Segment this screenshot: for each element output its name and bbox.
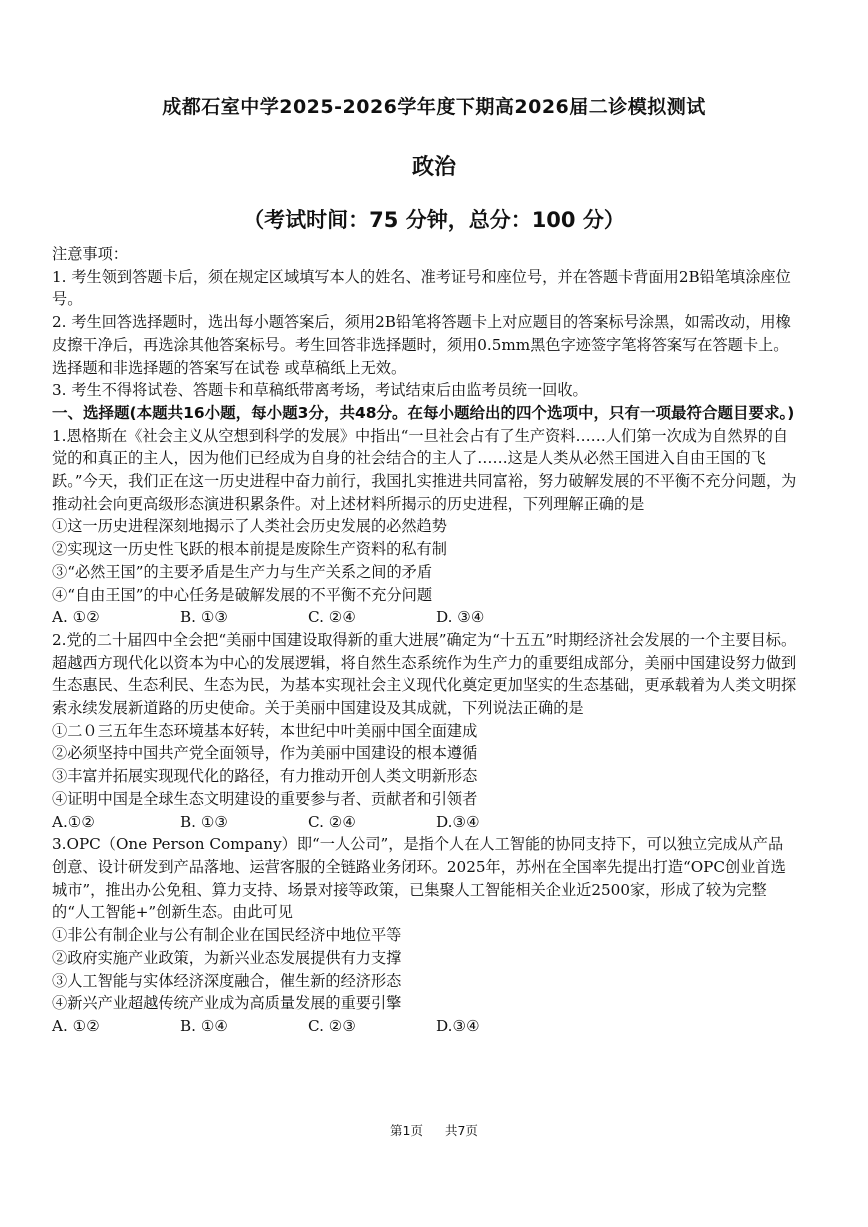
statement: ①这一历史进程深刻地揭示了人类社会历史发展的必然趋势 bbox=[52, 517, 447, 536]
statement: ②政府实施产业政策，为新兴业态发展提供有力支撑 bbox=[52, 948, 402, 967]
statement: ①二０三五年生态环境基本好转，本世纪中叶美丽中国全面建成 bbox=[52, 721, 478, 740]
statement: ③“必然王国”的主要矛盾是生产力与生产关系之间的矛盾 bbox=[52, 562, 433, 581]
exam-info: （考试时间：75 分钟，总分：100 分） bbox=[243, 208, 625, 232]
section-heading: 一、选择题(本题共16小题，每小题3分，共48分。在每小题给出的四个选项中，只有一项最符合题目要求。) bbox=[52, 403, 795, 422]
option-c: C. ②③ bbox=[308, 1016, 356, 1035]
page-total: 共7页 bbox=[444, 1123, 478, 1138]
subject-title: 政治 bbox=[411, 155, 456, 180]
statement: ①非公有制企业与公有制企业在国民经济中地位平等 bbox=[52, 926, 402, 945]
question-1 bbox=[52, 425, 798, 629]
question-stem: 2.党的二十届四中全会把“美丽中国建设取得新的重大进展”确定为“十五五”时期经济社会发展的一个主要目标。超越西方现代化以资本为中心的发展逻辑，将自然生态系统作为生产力的重要组成部分，美丽中国建设努力做到生态惠民、生态利民、生态为民，为基本实现社会主义现代化奠定更加坚实的生态基础，更承载着为人类文明探索永续发展新道路的历史使命。关于美丽中国建设及其成就，下列说法正确的是 bbox=[52, 630, 797, 718]
note-item-1: 1. 考生领到答题卡后，须在规定区域填写本人的姓名、准考证号和座位号，并在答题卡背面用2B铅笔填涂座位号。 bbox=[52, 267, 791, 309]
answer-options bbox=[52, 811, 798, 834]
option-a: A. ①② bbox=[52, 1016, 100, 1035]
statement: ③人工智能与实体经济深度融合，催生新的经济形态 bbox=[52, 971, 402, 990]
note-item-2: 2. 考生回答选择题时，选出每小题答案后，须用2B铅笔将答题卡上对应题目的答案标号涂黑，如需改动，用橡皮擦干净后，再选涂其他答案标号。考生回答非选择题时，须用0.5mm黑色字迹签字笔将答案写在答题卡上。选择题和非选择题的答案写在试卷 或草稿纸上无效。 bbox=[52, 313, 791, 377]
answer-options bbox=[52, 606, 798, 629]
page-number: 第1页 bbox=[390, 1123, 423, 1138]
answer-options bbox=[52, 1015, 798, 1038]
page-footer bbox=[0, 1121, 868, 1139]
exam-content bbox=[52, 243, 798, 1038]
statement: ④证明中国是全球生态文明建设的重要参与者、贡献者和引领者 bbox=[52, 789, 478, 808]
statement: ④新兴产业超越传统产业成为高质量发展的重要引擎 bbox=[52, 994, 402, 1013]
school-title: 成都石室中学2025-2026学年度下期高2026届二诊模拟测试 bbox=[162, 96, 706, 118]
option-d: D.③④ bbox=[436, 812, 480, 831]
statement: ④“自由王国”的中心任务是破解发展的不平衡不充分问题 bbox=[52, 585, 433, 604]
option-d: D. ③④ bbox=[436, 608, 485, 627]
option-b: B. ①③ bbox=[180, 812, 229, 831]
option-c: C. ②④ bbox=[308, 812, 356, 831]
option-d: D.③④ bbox=[436, 1016, 480, 1035]
option-a: A. ①② bbox=[52, 608, 100, 627]
question-3 bbox=[52, 833, 798, 1037]
statement: ②必须坚持中国共产党全面领导，作为美丽中国建设的根本遵循 bbox=[52, 744, 478, 763]
question-2 bbox=[52, 629, 798, 833]
statement: ②实现这一历史性飞跃的根本前提是废除生产资料的私有制 bbox=[52, 540, 447, 559]
option-b: B. ①④ bbox=[180, 1016, 229, 1035]
option-b: B. ①③ bbox=[180, 608, 229, 627]
question-stem: 1.恩格斯在《社会主义从空想到科学的发展》中指出“一旦社会占有了生产资料……人们第一次成为自然界的自觉的和真正的主人，因为他们已经成为自身的社会结合的主人了……这是人类从必然王国进入自由王国的飞跃。”今天，我们正在这一历史进程中奋力前行，我国扎实推进共同富裕，努力破解发展的不平衡不充分问题，为推动社会向更高级形态演进积累条件。对上述材料所揭示的历史进程，下列理解正确的是 bbox=[52, 426, 797, 513]
note-item-3: 3. 考生不得将试卷、答题卡和草稿纸带离考场，考试结束后由监考员统一回收。 bbox=[52, 381, 588, 400]
statement: ③丰富并拓展实现现代化的路径，有力推动开创人类文明新形态 bbox=[52, 767, 478, 786]
question-stem: 3.OPC（One Person Company）即“一人公司”，是指个人在人工智能的协同支持下，可以独立完成从产品创意、设计研发到产品落地、运营客服的全链路业务闭环。2025年，苏州在全国率先提出打造“OPC创业首选城市”，推出办公免租、算力支持、场景对接等政策，已集聚人工智能相关企业近2500家，形成了较为完整的“人工智能+”创新生态。由此可见 bbox=[52, 835, 786, 922]
option-a: A.①② bbox=[52, 812, 96, 831]
option-c: C. ②④ bbox=[308, 608, 356, 627]
notes-heading: 注意事项： bbox=[52, 245, 128, 263]
